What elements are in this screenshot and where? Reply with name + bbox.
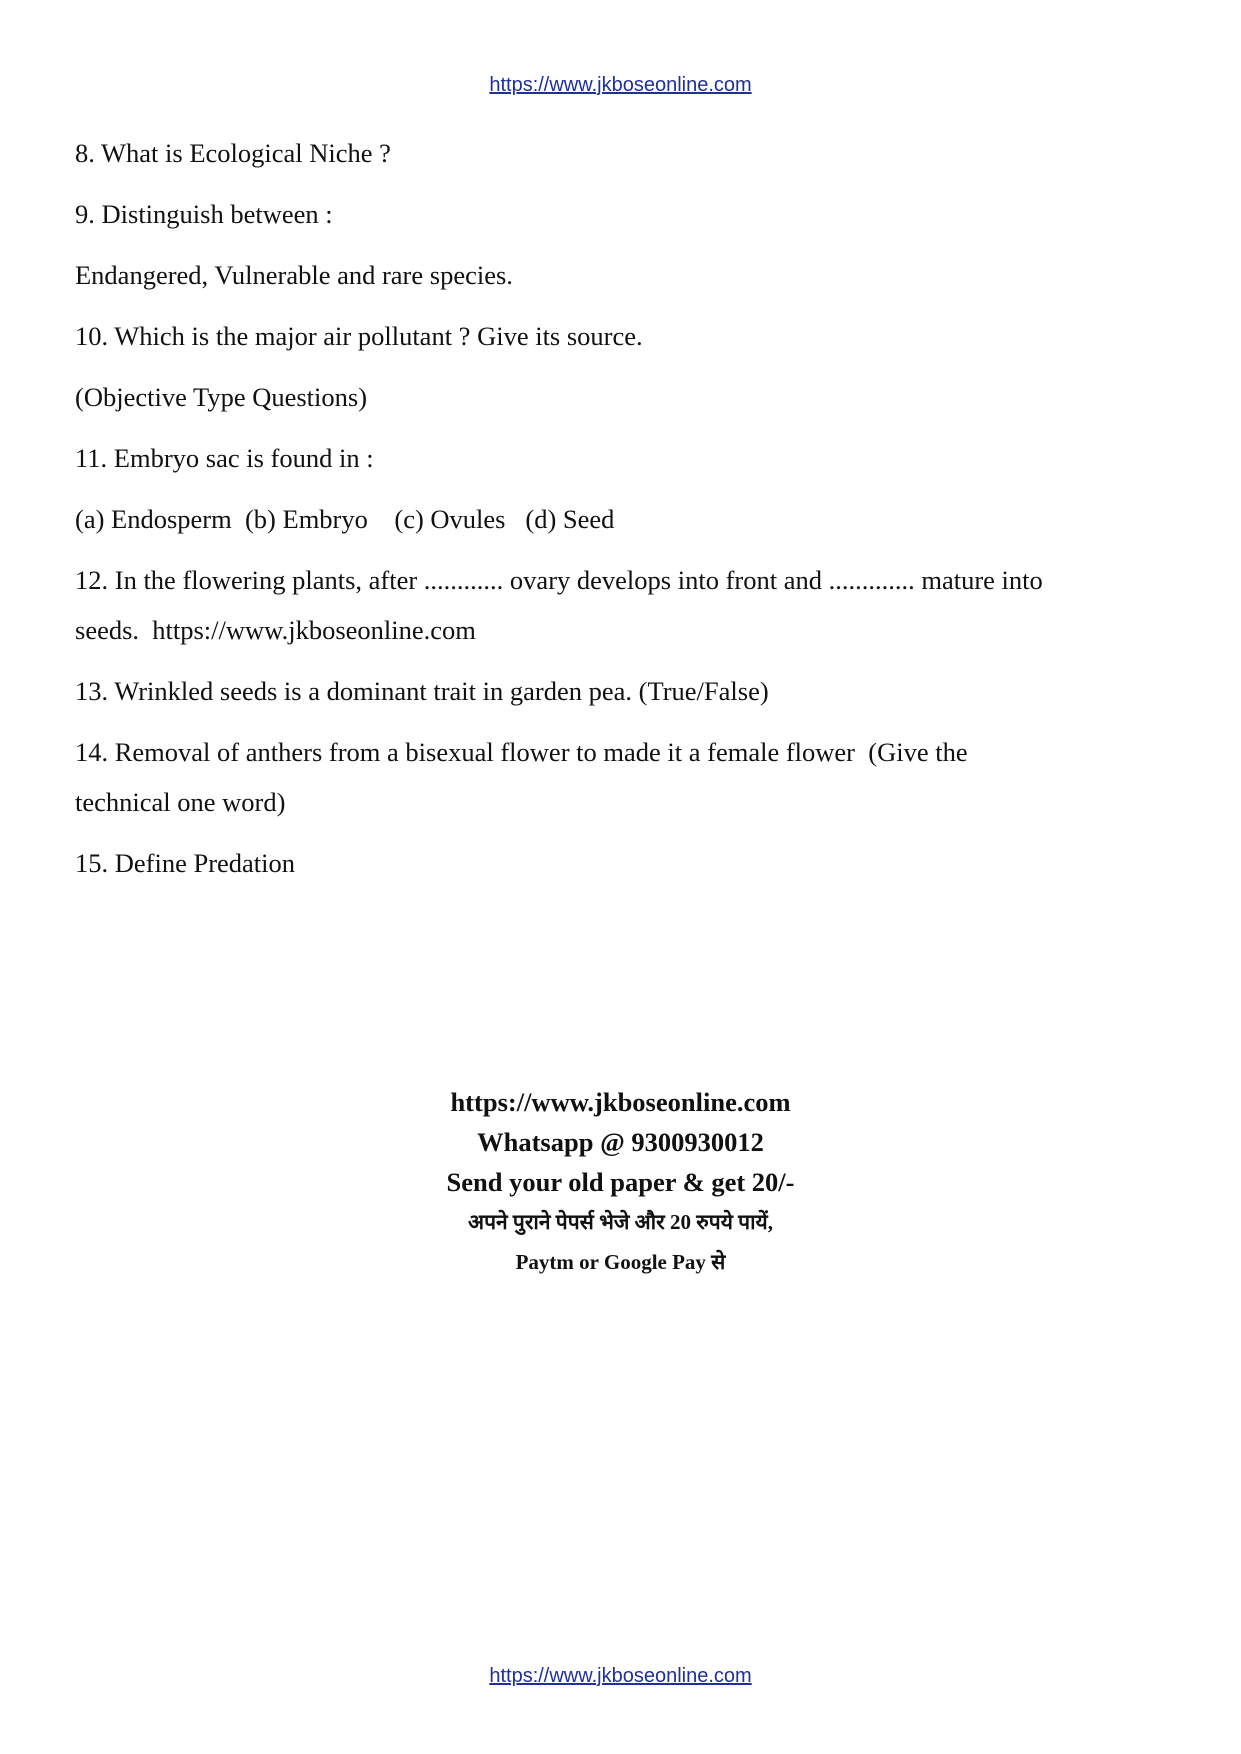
question-9: 9. Distinguish between : bbox=[75, 199, 333, 229]
question-11-options: (a) Endosperm (b) Embryo (c) Ovules (d) Seed bbox=[75, 504, 615, 534]
question-12: 12. In the flowering plants, after ............ ovary develops into front and ............. mature into bbox=[75, 565, 1043, 595]
question-10: 10. Which is the major air pollutant ? Give its source. bbox=[75, 321, 643, 351]
question-list bbox=[75, 128, 1165, 899]
question-11: 11. Embryo sac is found in : bbox=[75, 443, 374, 473]
section-heading-objective: (Objective Type Questions) bbox=[75, 382, 368, 412]
promo-offer: Send your old paper & get 20/- bbox=[446, 1167, 795, 1197]
promo-whatsapp: Whatsapp @ 9300930012 bbox=[477, 1127, 764, 1157]
promo-block bbox=[0, 1082, 1241, 1282]
header-url-link[interactable]: https://www.jkboseonline.com bbox=[489, 74, 752, 96]
question-15: 15. Define Predation bbox=[75, 848, 296, 878]
question-14-continued: technical one word) bbox=[75, 787, 286, 817]
promo-url: https://www.jkboseonline.com bbox=[450, 1087, 791, 1117]
question-8: 8. What is Ecological Niche ? bbox=[75, 138, 391, 168]
question-13: 13. Wrinkled seeds is a dominant trait in garden pea. (True/False) bbox=[75, 676, 769, 706]
footer-url-link[interactable]: https://www.jkboseonline.com bbox=[489, 1665, 752, 1687]
question-14: 14. Removal of anthers from a bisexual flower to made it a female flower (Give the bbox=[75, 737, 968, 767]
promo-hindi: अपने पुराने पेपर्स भेजे और 20 रुपये पायें, bbox=[468, 1210, 773, 1234]
question-12-continued: seeds. https://www.jkboseonline.com bbox=[75, 615, 476, 645]
question-9-detail: Endangered, Vulnerable and rare species. bbox=[75, 260, 513, 290]
promo-payment: Paytm or Google Pay से bbox=[515, 1250, 726, 1274]
